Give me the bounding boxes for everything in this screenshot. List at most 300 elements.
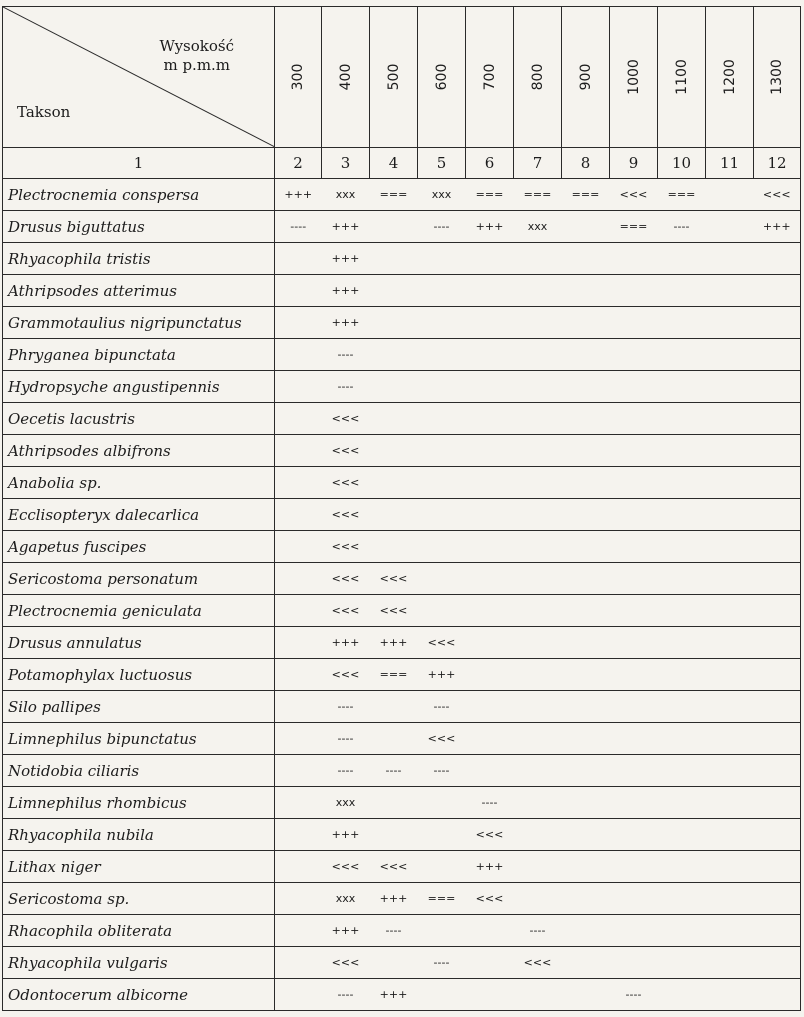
occurrence-cell [754,275,801,307]
occurrence-cell: ---- [610,979,658,1011]
occurrence-cell [275,467,322,499]
occurrence-cell [514,627,562,659]
occurrence-cell [275,819,322,851]
taxon-name: Hydropsyche angustipennis [3,371,275,403]
occurrence-cell: <<< [754,179,801,211]
occurrence-cell [658,659,706,691]
occurrence-cell: +++ [275,179,322,211]
occurrence-cell: === [562,179,610,211]
occurrence-cell [514,659,562,691]
taxon-name: Notidobia ciliaris [3,755,275,787]
corner-header-cell [3,7,275,148]
taxon-name: Athripsodes albifrons [3,435,275,467]
occurrence-cell: <<< [370,851,418,883]
occurrence-cell [418,787,466,819]
occurrence-cell [275,627,322,659]
occurrence-cell [418,307,466,339]
occurrence-cell [275,787,322,819]
occurrence-cell [562,339,610,371]
occurrence-cell: xxx [322,179,370,211]
occurrence-cell [275,531,322,563]
header-row [3,7,801,148]
occurrence-cell: <<< [610,179,658,211]
table-row [3,659,801,691]
occurrence-cell: xxx [322,787,370,819]
altitude-header-300 [275,7,322,148]
occurrence-cell [658,851,706,883]
occurrence-cell [754,339,801,371]
occurrence-cell [562,723,610,755]
taxon-name: Potamophylax luctuosus [3,659,275,691]
occurrence-cell: === [370,179,418,211]
table-row [3,467,801,499]
occurrence-cell [754,467,801,499]
occurrence-cell [275,851,322,883]
taxon-name: Athripsodes atterimus [3,275,275,307]
occurrence-cell [418,275,466,307]
occurrence-cell [514,787,562,819]
table-row [3,595,801,627]
altitude-header-1200 [706,7,754,148]
occurrence-cell [754,659,801,691]
table-row [3,211,801,243]
occurrence-cell [275,659,322,691]
occurrence-cell: <<< [322,531,370,563]
occurrence-cell [418,467,466,499]
occurrence-cell [658,435,706,467]
occurrence-cell: ---- [466,787,514,819]
occurrence-cell [706,851,754,883]
occurrence-cell [610,691,658,723]
occurrence-cell [706,403,754,435]
occurrence-cell [658,595,706,627]
altitude-word: Wysokość [159,37,234,55]
occurrence-cell [514,851,562,883]
altitude-value: 1000 [625,59,642,95]
occurrence-cell [706,787,754,819]
occurrence-cell [706,595,754,627]
taxon-name: Ecclisopteryx dalecarlica [3,499,275,531]
occurrence-cell: <<< [466,883,514,915]
occurrence-cell [658,371,706,403]
occurrence-cell: +++ [466,851,514,883]
occurrence-cell [754,307,801,339]
table-row [3,243,801,275]
taxon-name: Plectrocnemia geniculata [3,595,275,627]
table-row [3,403,801,435]
table-row [3,531,801,563]
occurrence-cell [562,403,610,435]
taxon-name: Sericostoma personatum [3,563,275,595]
altitude-value: 1100 [673,59,690,95]
occurrence-cell: <<< [322,851,370,883]
occurrence-cell [610,883,658,915]
occurrence-cell: ---- [418,211,466,243]
occurrence-cell [275,435,322,467]
occurrence-cell: ---- [418,755,466,787]
occurrence-cell [275,563,322,595]
occurrence-cell [418,979,466,1011]
occurrence-cell [706,307,754,339]
occurrence-cell [514,403,562,435]
occurrence-cell: +++ [322,275,370,307]
occurrence-cell [514,819,562,851]
occurrence-cell [610,339,658,371]
occurrence-cell [658,787,706,819]
occurrence-cell [658,403,706,435]
altitude-value: 500 [385,63,402,91]
altitude-value: 1300 [769,59,785,95]
occurrence-cell [658,883,706,915]
occurrence-cell [514,883,562,915]
occurrence-cell [610,307,658,339]
taxon-name: Sericostoma sp. [3,883,275,915]
occurrence-cell [275,371,322,403]
occurrence-cell [514,243,562,275]
occurrence-cell [562,243,610,275]
altitude-header-1100 [658,7,706,148]
taxon-label: Takson [17,103,71,121]
occurrence-cell [370,339,418,371]
occurrence-cell [706,563,754,595]
occurrence-cell [706,915,754,947]
occurrence-cell [466,467,514,499]
occurrence-cell [418,819,466,851]
altitude-value: 700 [481,63,498,91]
occurrence-cell: <<< [370,563,418,595]
occurrence-cell [658,563,706,595]
occurrence-cell [562,755,610,787]
column-number-row [3,148,801,179]
occurrence-cell [514,563,562,595]
occurrence-cell [514,979,562,1011]
occurrence-cell [466,339,514,371]
taxon-name: Rhacophila obliterata [3,915,275,947]
table-row [3,627,801,659]
occurrence-cell: <<< [322,563,370,595]
occurrence-cell [275,275,322,307]
altitude-header-800 [514,7,562,148]
taxon-name: Lithax niger [3,851,275,883]
altitude-header-1300 [754,7,801,148]
occurrence-cell [754,531,801,563]
occurrence-cell [658,275,706,307]
column-number: 2 [275,148,322,179]
occurrence-cell: +++ [322,627,370,659]
occurrence-cell [275,307,322,339]
occurrence-cell [370,211,418,243]
occurrence-cell [418,339,466,371]
occurrence-cell: === [466,179,514,211]
occurrence-cell: <<< [322,659,370,691]
taxon-name: Drusus biguttatus [3,211,275,243]
occurrence-cell [275,339,322,371]
table-row [3,179,801,211]
occurrence-cell [562,531,610,563]
occurrence-cell [275,979,322,1011]
occurrence-cell [514,755,562,787]
occurrence-cell: ---- [418,947,466,979]
occurrence-cell [466,243,514,275]
occurrence-cell [706,723,754,755]
occurrence-cell [275,947,322,979]
occurrence-cell [610,755,658,787]
column-number: 8 [562,148,610,179]
occurrence-cell: ---- [275,211,322,243]
table-row [3,339,801,371]
occurrence-cell [370,307,418,339]
occurrence-cell [466,371,514,403]
occurrence-cell: ---- [658,211,706,243]
occurrence-cell: ---- [322,339,370,371]
occurrence-cell: <<< [322,947,370,979]
taxon-name: Odontocerum albicorne [3,979,275,1011]
occurrence-cell [466,627,514,659]
altitude-header-400 [322,7,370,148]
table-row [3,275,801,307]
table-row [3,819,801,851]
occurrence-cell: ---- [322,755,370,787]
occurrence-cell [754,723,801,755]
occurrence-cell [562,915,610,947]
occurrence-cell [610,595,658,627]
occurrence-cell: ---- [514,915,562,947]
occurrence-cell [562,851,610,883]
occurrence-cell [610,243,658,275]
occurrence-cell [562,787,610,819]
altitude-value: 800 [529,63,546,91]
occurrence-cell [610,371,658,403]
occurrence-cell [658,339,706,371]
occurrence-cell [418,595,466,627]
caddisfly-altitude-table [2,6,801,1011]
taxon-name: Plectrocnemia conspersa [3,179,275,211]
occurrence-cell [754,499,801,531]
occurrence-cell [610,531,658,563]
occurrence-cell [658,723,706,755]
column-number: 11 [706,148,754,179]
occurrence-cell [706,179,754,211]
occurrence-cell [754,627,801,659]
occurrence-cell: === [370,659,418,691]
taxon-name: Rhyacophila vulgaris [3,947,275,979]
occurrence-cell: ---- [418,691,466,723]
taxon-name: Limnephilus bipunctatus [3,723,275,755]
column-number: 12 [754,148,801,179]
occurrence-cell [658,243,706,275]
occurrence-cell [754,819,801,851]
occurrence-cell [275,755,322,787]
occurrence-cell [275,403,322,435]
column-number: 3 [322,148,370,179]
occurrence-cell: +++ [754,211,801,243]
occurrence-cell: +++ [322,211,370,243]
occurrence-cell [466,531,514,563]
occurrence-cell [706,947,754,979]
occurrence-cell [658,531,706,563]
occurrence-cell [610,947,658,979]
occurrence-cell [275,691,322,723]
occurrence-cell [514,339,562,371]
occurrence-cell [562,563,610,595]
occurrence-cell [562,883,610,915]
occurrence-cell: +++ [466,211,514,243]
occurrence-cell [754,563,801,595]
occurrence-cell [706,435,754,467]
occurrence-cell: ---- [370,915,418,947]
altitude-header-900 [562,7,610,148]
occurrence-cell [514,691,562,723]
altitude-value: 600 [433,63,450,91]
occurrence-cell [754,915,801,947]
occurrence-cell: === [610,211,658,243]
occurrence-cell [514,435,562,467]
occurrence-cell [706,243,754,275]
occurrence-cell [418,435,466,467]
table-row [3,979,801,1011]
occurrence-cell [706,531,754,563]
occurrence-cell [562,211,610,243]
occurrence-cell [562,307,610,339]
occurrence-cell [754,947,801,979]
table-row [3,723,801,755]
occurrence-cell: ---- [322,723,370,755]
occurrence-cell [610,627,658,659]
occurrence-cell [562,947,610,979]
table-row [3,883,801,915]
occurrence-cell: ---- [322,371,370,403]
occurrence-cell [706,275,754,307]
occurrence-cell [706,371,754,403]
occurrence-cell: <<< [322,403,370,435]
occurrence-cell [562,435,610,467]
occurrence-cell: === [514,179,562,211]
occurrence-cell: === [658,179,706,211]
occurrence-cell: xxx [514,211,562,243]
taxon-name: Agapetus fuscipes [3,531,275,563]
occurrence-cell [275,883,322,915]
column-number: 10 [658,148,706,179]
occurrence-cell [466,307,514,339]
occurrence-cell [706,211,754,243]
table-row [3,371,801,403]
column-number: 5 [418,148,466,179]
occurrence-cell: xxx [322,883,370,915]
occurrence-cell [754,403,801,435]
occurrence-cell: <<< [322,499,370,531]
occurrence-cell [466,499,514,531]
altitude-header-1000 [610,7,658,148]
taxon-name: Silo pallipes [3,691,275,723]
occurrence-cell [466,915,514,947]
table-row [3,787,801,819]
occurrence-cell [610,659,658,691]
occurrence-cell: <<< [466,819,514,851]
occurrence-cell [418,371,466,403]
occurrence-cell [754,883,801,915]
table-row [3,307,801,339]
occurrence-cell [275,499,322,531]
table-row [3,947,801,979]
occurrence-cell [706,691,754,723]
altitude-value: 900 [577,63,594,91]
table-row [3,755,801,787]
occurrence-cell [706,467,754,499]
occurrence-cell [754,243,801,275]
occurrence-cell [466,275,514,307]
occurrence-cell [754,595,801,627]
occurrence-cell [514,275,562,307]
occurrence-cell [658,307,706,339]
occurrence-cell [514,307,562,339]
occurrence-cell [754,691,801,723]
occurrence-cell: xxx [418,179,466,211]
occurrence-cell [610,467,658,499]
occurrence-cell [610,563,658,595]
altitude-header-700 [466,7,514,148]
occurrence-cell [418,243,466,275]
occurrence-cell [610,851,658,883]
altitude-unit: m p.m.m [163,56,231,74]
occurrence-cell [370,435,418,467]
occurrence-cell [466,979,514,1011]
occurrence-cell [466,435,514,467]
occurrence-cell: <<< [418,627,466,659]
occurrence-cell [610,723,658,755]
taxon-name: Rhyacophila nubila [3,819,275,851]
occurrence-cell: <<< [322,467,370,499]
occurrence-cell [466,947,514,979]
table-row [3,851,801,883]
occurrence-cell [706,755,754,787]
altitude-label [159,37,234,75]
table-row [3,435,801,467]
occurrence-cell [562,691,610,723]
column-number: 7 [514,148,562,179]
occurrence-cell [370,691,418,723]
occurrence-cell [370,947,418,979]
occurrence-cell: +++ [370,627,418,659]
table-row [3,691,801,723]
occurrence-cell [706,883,754,915]
occurrence-cell [658,915,706,947]
table-row [3,915,801,947]
occurrence-cell [610,403,658,435]
diagonal-divider [3,7,275,147]
taxon-name: Grammotaulius nigripunctatus [3,307,275,339]
occurrence-cell [706,499,754,531]
occurrence-cell [370,275,418,307]
occurrence-cell [466,691,514,723]
occurrence-cell: ---- [322,979,370,1011]
occurrence-cell [754,851,801,883]
occurrence-cell: +++ [370,979,418,1011]
altitude-header-500 [370,7,418,148]
altitude-value: 300 [290,63,306,91]
occurrence-cell [706,819,754,851]
occurrence-cell [562,467,610,499]
occurrence-cell [275,915,322,947]
column-number: 6 [466,148,514,179]
occurrence-cell: ---- [370,755,418,787]
occurrence-cell [658,691,706,723]
occurrence-cell [562,499,610,531]
occurrence-cell [466,755,514,787]
occurrence-cell [754,787,801,819]
occurrence-cell [658,979,706,1011]
occurrence-cell [658,947,706,979]
occurrence-cell [610,819,658,851]
